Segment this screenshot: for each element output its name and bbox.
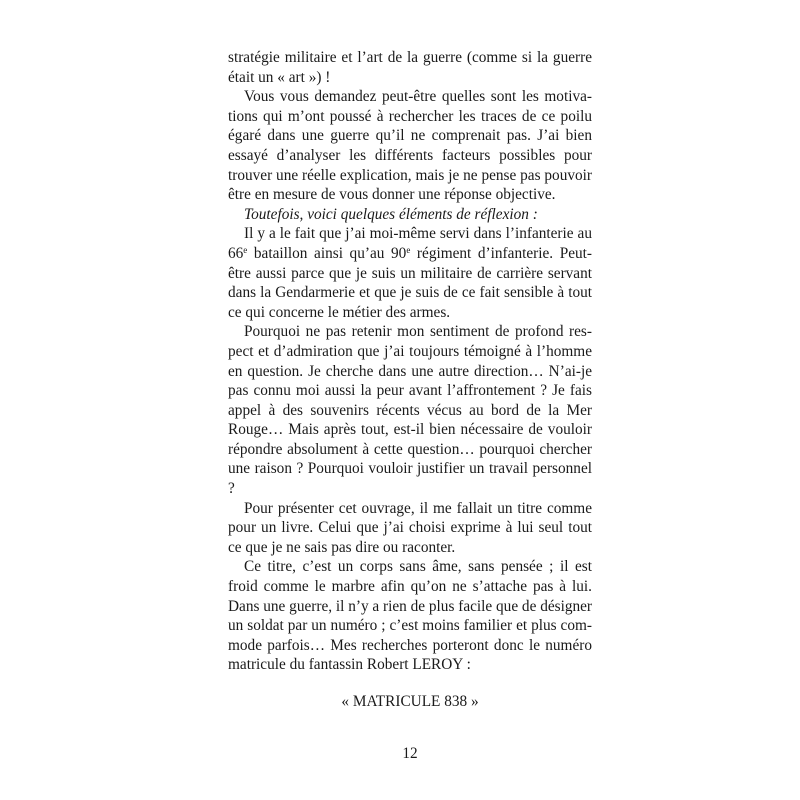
page-number: 12: [402, 745, 418, 762]
paragraph-respect: Pourquoi ne pas retenir mon sentiment de profond respect et d’admiration que j’ai toujours témoigné à l’homme en question. Je cherche dans une autre direction… N’ai-je pas connu moi aussi la peur avant l’affrontement ? Je fais appel à des souvenirs récents vécus au bord de la Mer Rouge… Mais après tout, est-il bien nécessaire de vouloir répondre absolument à cette question… pourquoi chercher une raison ? Pourquoi vouloir justifier un travail personnel ?: [228, 323, 592, 498]
paragraph-continuation: stratégie militaire et l’art de la guerre (comme si la guerre était un « art ») !: [228, 49, 592, 86]
ordinal-suffix: e: [243, 244, 248, 255]
infantry-text-lead: Il y a le fait que j’ai moi-même servi dans l’infanterie au 66: [228, 225, 592, 262]
infantry-text-tail: régiment d’infanterie. Peut-être aussi parce que je suis un militaire de carrière servant dans la Gendarmerie et que je suis de ce fait sensible à tout ce qui concerne le métier des armes.: [228, 244, 592, 321]
paragraph-title-meaning: Ce titre, c’est un corps sans âme, sans pensée ; il est froid comme le marbre afin qu’on ne s’attache pas à lui. Dans une guerre, il n’y a rien de plus facile que de désigner un soldat par un numéro ; c’est moins familier et plus commode parfois… Mes recherches porteront donc le numéro matricule du fantassin Robert LEROY :: [228, 558, 593, 674]
paragraph-motivations: Vous vous demandez peut-être quelles sont les motivations qui m’ont poussé à rechercher les traces de ce poilu égaré dans une guerre qu’il ne comprenait pas. J’ai bien essayé d’analyser les différents facteurs possibles pour trouver une réelle explication, mais je ne pense pas pouvoir être en mesure de vous donner une réponse objective.: [228, 88, 592, 204]
ordinal-suffix: e: [406, 244, 411, 255]
paragraph-title-choice: Pour présenter cet ouvrage, il me fallait un titre comme pour un livre. Celui que j’ai choisi exprime à lui seul tout ce que je ne sais pas dire ou raconter.: [228, 499, 592, 556]
matricule-title: « MATRICULE 838 »: [341, 693, 479, 710]
paragraph-reflection-heading: Toutefois, voici quelques éléments de réflexion :: [244, 205, 538, 223]
infantry-text-mid: bataillon ainsi qu’au 90: [247, 244, 407, 262]
paragraph-infantry: [228, 224, 592, 322]
body-text: [228, 48, 592, 675]
